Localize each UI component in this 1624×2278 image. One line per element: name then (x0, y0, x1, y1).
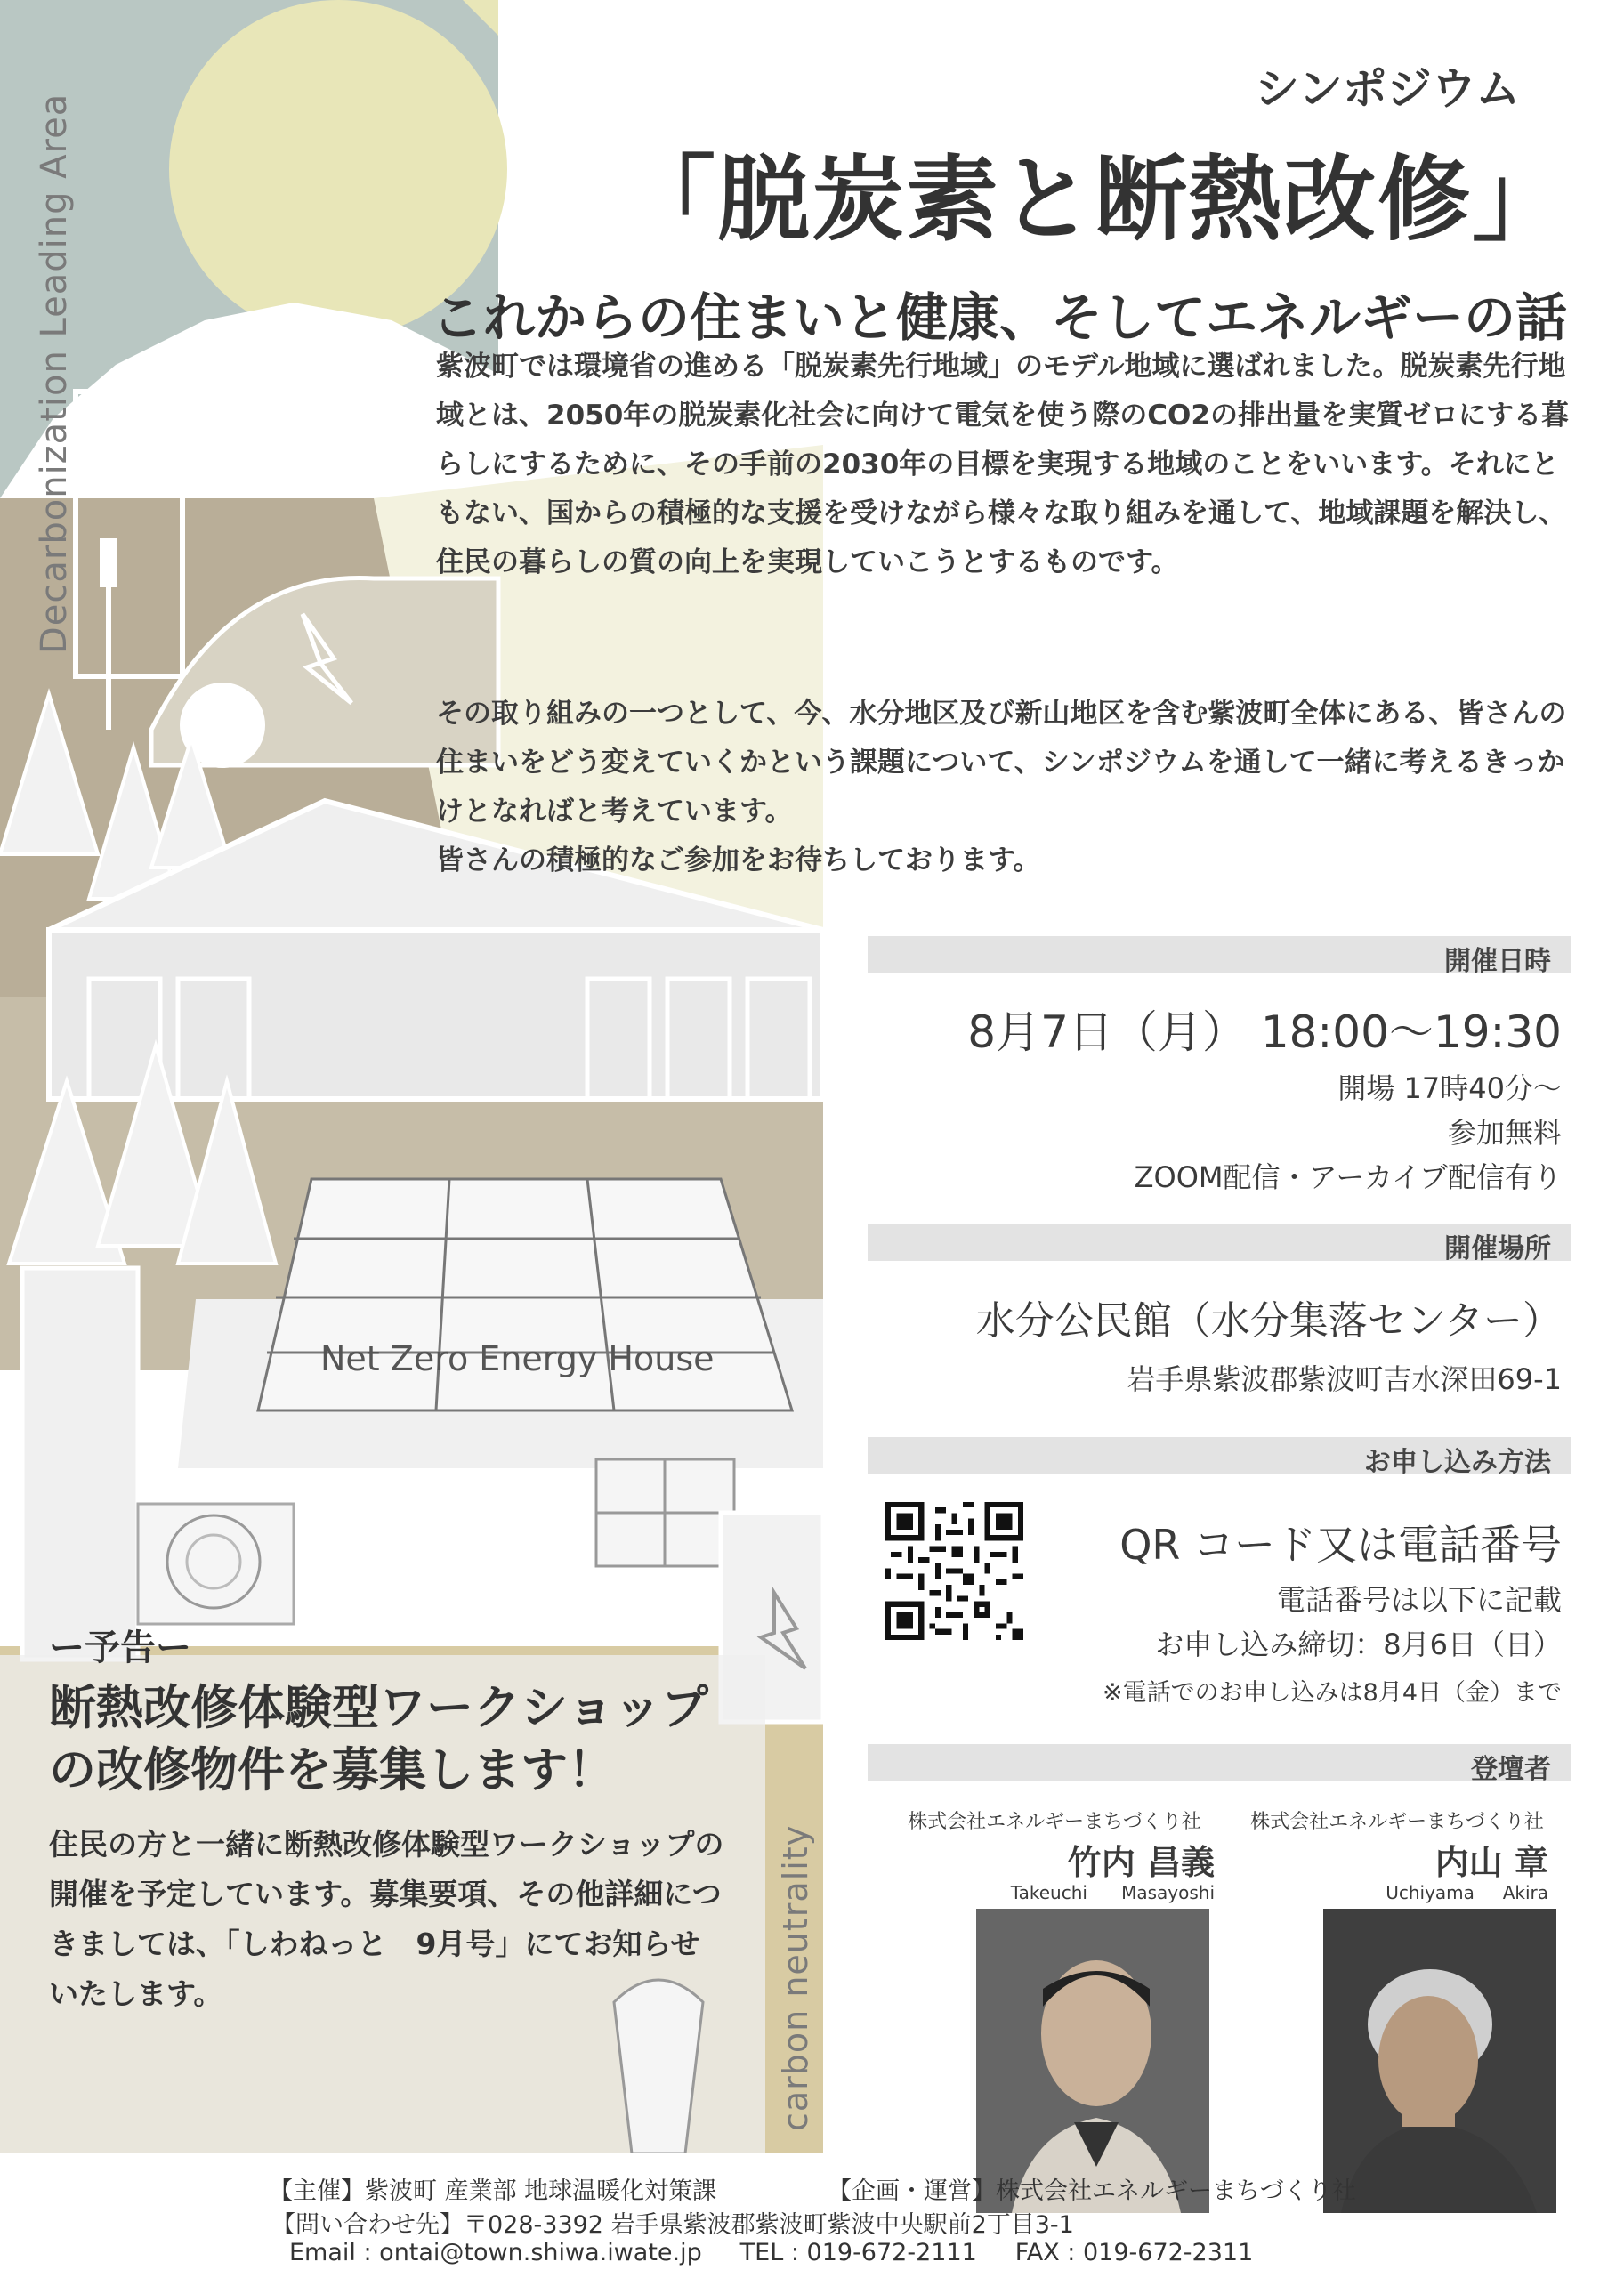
section-bar-speakers (868, 1744, 1571, 1785)
speaker-1-romaji: Takeuchi Masayoshi (1010, 1882, 1215, 1903)
stream-info: ZOOM配信・アーカイブ配信有り (1134, 1160, 1562, 1194)
section-bar-apply (868, 1437, 1571, 1478)
section-bar-datetime (868, 936, 1571, 977)
speaker-2-photo (1323, 1909, 1556, 2213)
door-open-time: 開場 17時40分～ (1337, 1071, 1562, 1105)
intro-paragraph-2: その取り組みの一つとして、今、水分地区及び新山地区を含む紫波町全体にある、皆さんの住まいをどう変えていくかという課題について、シンポジウムを通して一緒に考えるきっかけとなればと考えています。 皆さんの積極的なご参加をお待ちしております。 (436, 698, 1567, 876)
vertical-label-decarbonization: Decarbonization Leading Area (34, 93, 75, 654)
event-datetime: 8月7日（月） 18:00～19:30 (967, 1006, 1562, 1058)
house-label: Net Zero Energy House (320, 1339, 715, 1378)
intro-paragraph-1: 紫波町では環境省の進める「脱炭素先行地域」のモデル地域に選ばれました。脱炭素先行地域とは、2050年の脱炭素化社会に向けて電気を使う際のCO2の排出量を実質ゼロにする暮らしにするために、その手前の2030年の目標を実現する地域のことをいいます。それにともない、国からの積極的な支援を受けながら様々な取り組みを通して、地域課題を解決し、住民の暮らしの質の向上を実現していこうとするものです。 (436, 351, 1569, 578)
appliance (22, 1268, 138, 1660)
speaker-1-name: 竹内 昌義 (1067, 1843, 1215, 1882)
footer-contact: 【問い合わせ先】〒028-3392 岩手県紫波郡紫波町紫波中央駅前2丁目3-1 (271, 2211, 1074, 2239)
page-subtitle: シンポジウム (1255, 63, 1521, 115)
venue-name: 水分公民館（水分集落センター） (975, 1298, 1562, 1344)
speakers-heading: 登壇者 (1471, 1754, 1551, 1785)
heat-pump (138, 1504, 294, 1624)
apply-phone-deadline: ※電話でのお申し込みは8月4日（金）まで (1103, 1679, 1562, 1707)
datetime-heading: 開催日時 (1444, 946, 1551, 977)
page-title: 「脱炭素と断熱改修」 (623, 145, 1567, 254)
footer-line-3 (0, 2239, 1624, 2274)
footer-organizer: 【主催】紫波町 産業部 地球温暖化対策課 (269, 2177, 717, 2205)
speaker-2-name: 内山 章 (1434, 1843, 1548, 1882)
qr-code[interactable] (885, 1502, 1023, 1640)
fee-info: 参加無料 (1447, 1116, 1562, 1150)
preview-heading: ー予告ー (49, 1628, 191, 1668)
footer-email-tel-fax[interactable]: Email : ontai@town.shiwa.iwate.jp TEL : 019-672-2111 FAX : 019-672-2311 (289, 2239, 1254, 2266)
footer-line-1 (0, 2171, 1624, 2207)
section-bar-venue (868, 1224, 1571, 1264)
speaker-2-romaji: Uchiyama Akira (1386, 1882, 1548, 1903)
apply-method: QR コード又は電話番号 (1119, 1521, 1562, 1569)
apply-heading: お申し込み方法 (1364, 1447, 1551, 1478)
preview-body: 住民の方と一緒に断熱改修体験型ワークショップの開催を予定しています。募集要項、その他詳細につきましては、「しわねっと 9月号」にてお知らせいたします。 (49, 1827, 724, 2011)
venue-address: 岩手県紫波郡紫波町吉水深田69-1 (1127, 1362, 1562, 1396)
vertical-label-carbon-neutrality: carbon neutrality (776, 1824, 815, 2131)
speaker-1-company: 株式会社エネルギーまちづくり社 (908, 1811, 1201, 1833)
page-lead: これからの住まいと健康、そしてエネルギーの話 (432, 287, 1568, 348)
speaker-2-company: 株式会社エネルギーまちづくり社 (1250, 1811, 1544, 1833)
preview-title: 断熱改修体験型ワークショップの改修物件を募集します！ (49, 1681, 708, 1797)
footer-operator: 【企画・運営】株式会社エネルギーまちづくり社 (828, 2177, 1356, 2205)
venue-heading: 開催場所 (1444, 1233, 1551, 1264)
footer-line-2 (0, 2205, 1624, 2241)
apply-phone-note: 電話番号は以下に記載 (1276, 1583, 1562, 1617)
apply-deadline: お申し込み締切：8月6日（日） (1155, 1628, 1562, 1661)
speaker-1-photo (976, 1909, 1209, 2213)
